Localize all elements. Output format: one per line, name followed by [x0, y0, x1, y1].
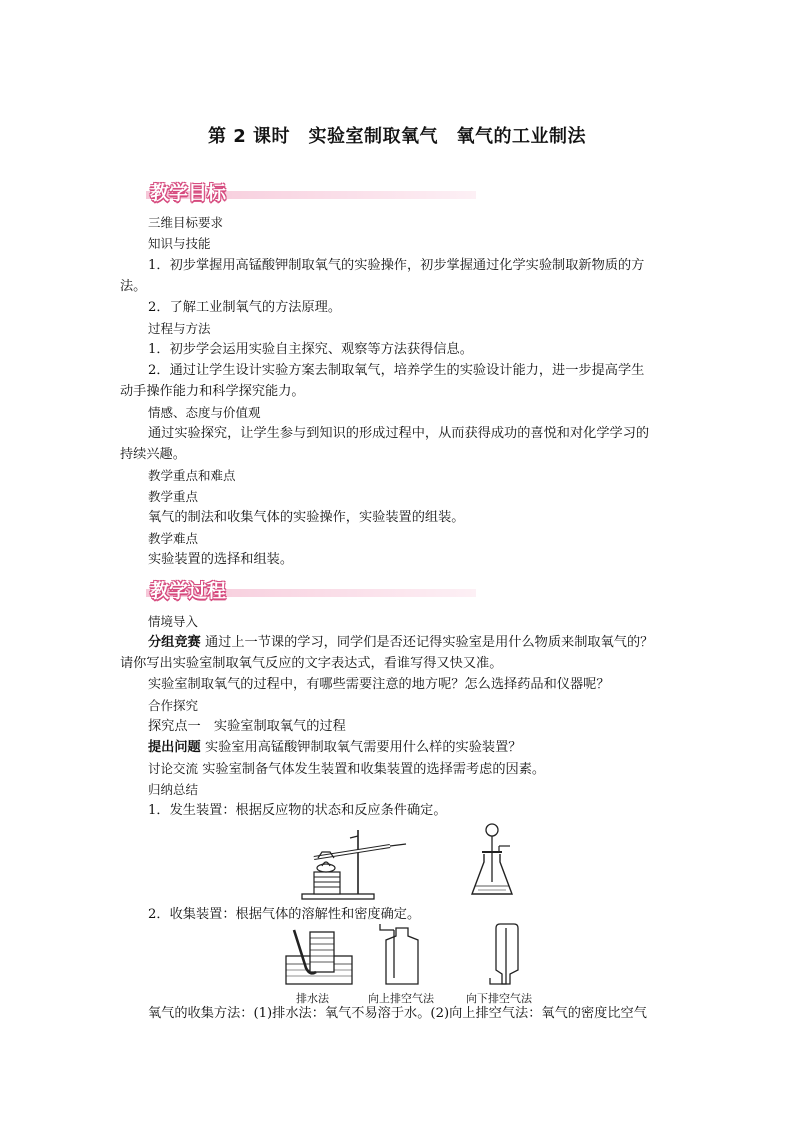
process-item-2-line1: 2．通过让学生设计实验方案去制取氧气，培养学生的实验设计能力，进一步提高学生	[148, 363, 645, 378]
contest-line2: 请你写出实验室制取氧气反应的文字表达式，看谁写得又快又准。	[120, 656, 503, 671]
knowledge-item-1-line2: 法。	[120, 279, 147, 294]
downward-air-displacement-diagram	[484, 922, 530, 988]
ask-text: 实验室用高锰酸钾制取氧气需要用什么样的实验装置？	[200, 740, 522, 755]
flask-apparatus-diagram	[466, 822, 526, 900]
water-displacement-diagram	[284, 926, 356, 988]
explore-point-1: 探究点一 实验室制取氧气的过程	[148, 719, 346, 734]
difficulty-heading: 教学难点	[148, 531, 199, 546]
coop-heading: 合作探究	[148, 698, 199, 713]
contest-line1	[148, 633, 653, 653]
contest-text: 通过上一节课的学习，同学们是否还记得实验室是用什么物质来制取氧气的？	[200, 635, 654, 650]
knowledge-item-2: 2．了解工业制氧气的方法原理。	[148, 300, 342, 315]
knowledge-item-1-line1: 1．初步掌握用高锰酸钾制取氧气的实验操作，初步掌握通过化学实验制取新物质的方	[148, 258, 645, 273]
question-line: 实验室制取氧气的过程中，有哪些需要注意的地方呢？怎么选择药品和仪器呢？	[148, 677, 610, 692]
attitude-text-line1: 通过实验探究，让学生参与到知识的形成过程中，从而获得成功的喜悦和对化学学习的	[148, 426, 650, 441]
page-title: 第 2 课时 实验室制取氧气 氧气的工业制法	[207, 126, 587, 147]
summary-item-1: 1．发生装置：根据反应物的状态和反应条件确定。	[148, 803, 447, 818]
key-points-heading: 教学重点和难点	[148, 468, 236, 483]
intro-heading: 情境导入	[148, 614, 199, 629]
section-banner-goals	[146, 178, 476, 208]
heating-apparatus-diagram	[300, 822, 410, 902]
discuss-line	[148, 759, 545, 780]
process-method-heading: 过程与方法	[148, 321, 211, 336]
discuss-label: 讨论交流	[148, 761, 199, 776]
focus-text: 氧气的制法和收集气体的实验操作，实验装置的组装。	[148, 510, 465, 525]
discuss-text: 实验室制备气体发生装置和收集装置的选择需考虑的因素。	[198, 762, 546, 777]
goals-heading: 三维目标要求	[148, 215, 224, 230]
process-item-2-line2: 动手操作能力和科学探究能力。	[120, 384, 305, 399]
summary-item-2: 2．收集装置：根据气体的溶解性和密度确定。	[148, 907, 421, 922]
section-banner-goals-label: 教学目标	[150, 182, 227, 204]
focus-heading: 教学重点	[148, 489, 199, 504]
caption-downward-air: 向下排空气法	[466, 992, 532, 1005]
contest-label: 分组竞赛	[148, 635, 201, 650]
attitude-heading: 情感、态度与价值观	[148, 405, 261, 420]
upward-air-displacement-diagram	[376, 922, 426, 988]
attitude-text-line2: 持续兴趣。	[120, 447, 186, 462]
summary-heading: 归纳总结	[148, 782, 199, 797]
section-banner-process-label: 教学过程	[150, 580, 227, 602]
section-banner-process	[146, 576, 476, 606]
difficulty-text: 实验装置的选择和组装。	[148, 552, 294, 567]
caption-upward-air: 向上排空气法	[368, 992, 434, 1005]
ask-question-line	[148, 738, 521, 758]
caption-water-displacement: 排水法	[296, 992, 329, 1005]
collection-methods-line: 氧气的收集方法：(1)排水法：氧气不易溶于水。(2)向上排空气法：氧气的密度比空气	[148, 1006, 647, 1021]
ask-label: 提出问题	[148, 740, 201, 755]
process-item-1: 1．初步学会运用实验自主探究、观察等方法获得信息。	[148, 342, 473, 357]
knowledge-heading: 知识与技能	[148, 236, 211, 251]
